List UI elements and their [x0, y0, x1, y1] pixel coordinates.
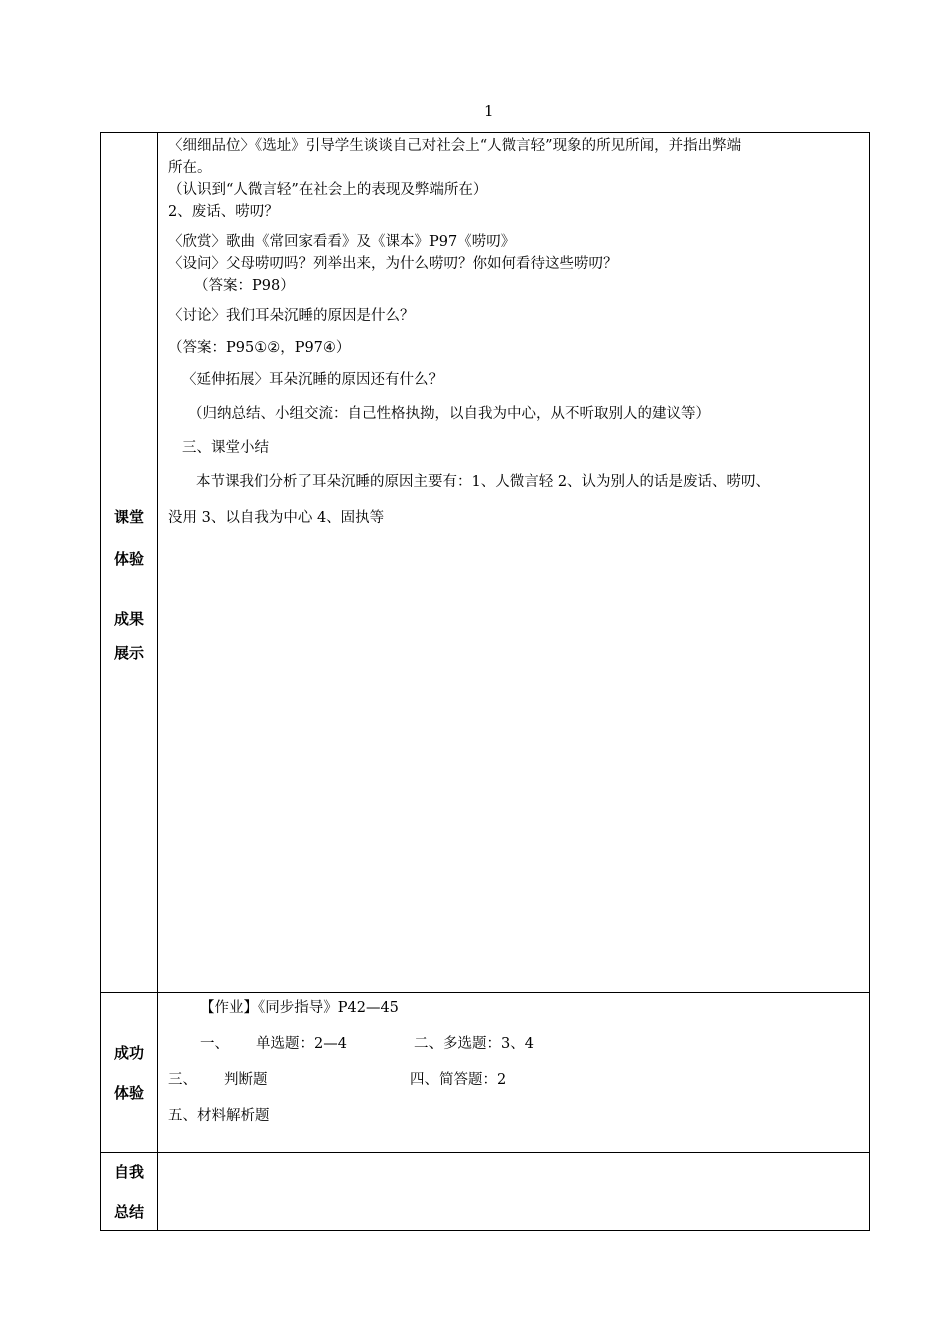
content-line: 〈讨论〉我们耳朵沉睡的原因是什么？ — [168, 308, 415, 324]
content-line: （归纳总结、小组交流：自己性格执拗，以自我为中心，从不听取别人的建议等） — [188, 406, 710, 422]
success-row — [101, 993, 870, 1153]
homework-line-1 — [168, 1033, 861, 1055]
content-line: （答案：P95①②，P97④） — [168, 340, 351, 356]
summary-label-1: 自我 — [113, 1162, 144, 1181]
content-line: 〈细细品位〉《选址》引导学生谈谈自己对社会上“人微言轻”现象的所见所闻，并指出弊端 — [168, 138, 742, 154]
classroom-label-1: 课堂 — [113, 507, 144, 526]
classroom-row — [101, 133, 870, 993]
question-text: 判断题 — [224, 1072, 268, 1088]
success-label-cell — [101, 993, 158, 1153]
summary-label-cell — [101, 1153, 158, 1231]
classroom-content-cell — [158, 133, 870, 993]
content-line: （认识到“人微言轻”在社会上的表现及弊端所在） — [168, 182, 488, 198]
success-content-cell — [158, 993, 870, 1153]
summary-content-cell[interactable] — [158, 1153, 870, 1231]
classroom-label-4: 展示 — [113, 643, 144, 662]
classroom-content — [158, 133, 869, 529]
content-line: 本节课我们分析了耳朵沉睡的原因主要有：1、人微言轻 2、认为别人的话是废话、唠叨、 — [196, 474, 771, 490]
classroom-label-3: 成果 — [113, 609, 144, 628]
question-text: 四、简答题：2 — [410, 1072, 507, 1088]
summary-row — [101, 1153, 870, 1231]
summary-label-2: 总结 — [113, 1202, 144, 1221]
homework-content — [158, 993, 869, 1127]
classroom-label-cell — [101, 133, 158, 993]
content-line: 〈延伸拓展〉耳朵沉睡的原因还有什么？ — [182, 372, 443, 388]
question-text: 单选题：2—4 — [256, 1036, 347, 1052]
homework-title: 【作业】《同步指导》P42—45 — [200, 1000, 399, 1016]
content-line: 三、课堂小结 — [182, 440, 269, 456]
content-line: 没用 3、以自我为中心 4、固执等 — [168, 510, 385, 526]
classroom-label-2: 体验 — [113, 549, 144, 568]
question-number: 一、 — [200, 1036, 229, 1052]
question-number: 三、 — [168, 1072, 197, 1088]
question-text: 二、多选题：3、4 — [414, 1036, 534, 1052]
page-number: 1 — [484, 102, 494, 120]
content-line: 所在。 — [168, 160, 212, 176]
homework-line-3: 五、材料解析题 — [168, 1108, 270, 1124]
success-label-1: 成功 — [113, 1043, 144, 1062]
success-label-2: 体验 — [113, 1083, 144, 1102]
lesson-plan-table — [100, 132, 870, 1231]
content-line: （答案：P98） — [194, 278, 295, 294]
content-line: 2、废话、唠叨？ — [168, 204, 279, 220]
homework-line-2 — [168, 1069, 861, 1091]
content-line: 〈设问〉父母唠叨吗？列举出来，为什么唠叨？你如何看待这些唠叨？ — [168, 256, 618, 272]
content-line: 〈欣赏〉歌曲《常回家看看》及《课本》P97《唠叨》 — [168, 234, 516, 250]
